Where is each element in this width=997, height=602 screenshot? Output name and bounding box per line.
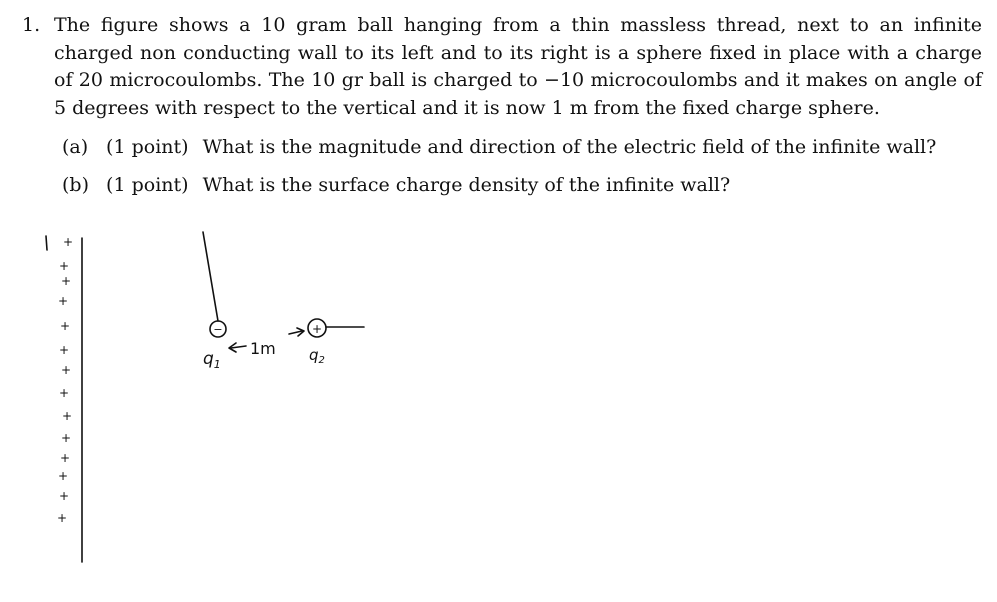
wall-plus-sign: + [57, 294, 69, 308]
part-b-points: (1 point) [106, 174, 189, 196]
wall-plus-sign: + [60, 431, 72, 445]
q2-letter: q [309, 346, 319, 364]
wall-plus-sign: + [60, 363, 72, 377]
wall-plus-sign: + [56, 511, 68, 525]
part-a-points: (1 point) [106, 136, 189, 158]
part-a-label: (a) [62, 136, 89, 158]
wall-plus-sign: + [59, 451, 71, 465]
q2-label [309, 346, 325, 366]
q2-subscript: 2 [318, 355, 325, 366]
distance-label: 1m [250, 339, 276, 358]
problem-statement: The figure shows a 10 gram ball hanging from a thin massless thread, next to an infinite charged non conducting wall to its left and to its right is a sphere fixed in place with a charge of 20 microcoulombs. The 10 gr ball is charged to −10 microcoulombs and it makes on angle of 5 degrees with respect to the vertical and it is now 1 m from the fixed charge sphere. [54, 14, 982, 119]
wall-plus-sign: + [58, 489, 70, 503]
thread-line [203, 232, 218, 321]
part-b-label: (b) [62, 174, 89, 196]
wall-plus-sign: + [58, 386, 70, 400]
wall-charge-signs [57, 235, 73, 525]
wall-plus-sign: + [62, 235, 74, 249]
q1-letter: q [203, 349, 214, 369]
wall-plus-sign: + [61, 409, 73, 423]
distance-arrow-left-shaft [231, 346, 246, 348]
part-b-question: What is the surface charge density of the infinite wall? [202, 174, 731, 196]
wall-plus-sign: + [58, 259, 70, 273]
wall-plus-sign: + [60, 274, 72, 288]
q1-label [203, 349, 221, 371]
wall-tick-mark [46, 236, 47, 250]
q1-subscript: 1 [213, 358, 221, 371]
sphere-charge-sign: + [311, 322, 323, 336]
wall-plus-sign: + [57, 469, 69, 483]
wall-plus-sign: + [58, 343, 70, 357]
wall-plus-sign: + [59, 319, 71, 333]
part-a-question: What is the magnitude and direction of the electric field of the infinite wall? [202, 136, 937, 158]
ball-charge-sign: − [213, 323, 223, 336]
problem-number: 1. [22, 14, 41, 36]
